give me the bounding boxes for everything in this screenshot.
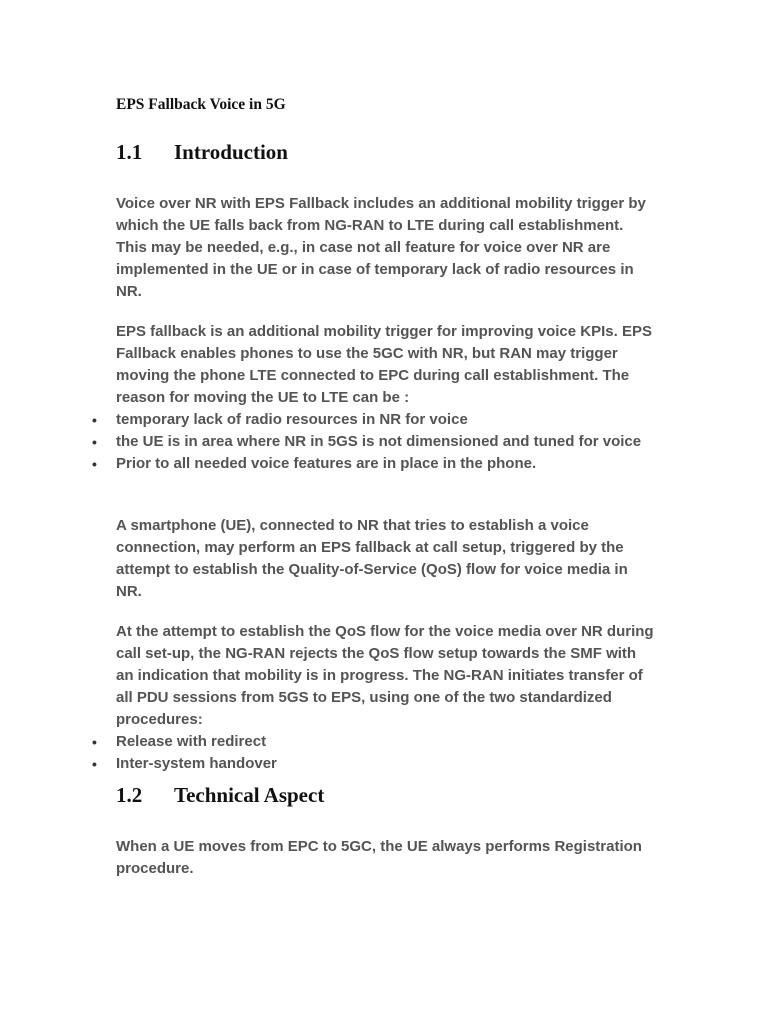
bullet-icon: • xyxy=(92,734,97,750)
paragraph-intro-3: A smartphone (UE), connected to NR that tries to establish a voice connection, may perform an EPS fallback at call setup, triggered by the attempt to establish the Quality-of-Service (QoS) flow for voice media in NR. xyxy=(116,517,628,600)
reasons-list xyxy=(0,409,768,475)
section-title: Introduction xyxy=(174,140,288,164)
section-heading-introduction xyxy=(116,140,288,165)
list-item-text: temporary lack of radio resources in NR for voice xyxy=(116,411,468,428)
bullet-icon: • xyxy=(92,412,97,428)
section-title: Technical Aspect xyxy=(174,783,325,807)
bullet-icon: • xyxy=(92,456,97,472)
list-item-text: the UE is in area where NR in 5GS is not dimensioned and tuned for voice xyxy=(116,433,642,450)
bullet-icon: • xyxy=(92,756,97,772)
section-heading-technical-aspect xyxy=(116,783,324,808)
paragraph-technical-1: When a UE moves from EPC to 5GC, the UE always performs Registration procedure. xyxy=(116,838,642,877)
list-item xyxy=(0,409,656,431)
list-item xyxy=(0,431,656,453)
paragraph-intro-1: Voice over NR with EPS Fallback includes an additional mobility trigger by which the UE falls back from NG-RAN to LTE during call establishment. This may be needed, e.g., in case not all feature for voice over NR are implemented in the UE or in case of temporary lack of radio resources in NR. xyxy=(116,195,646,300)
list-item-text: Prior to all needed voice features are in place in the phone. xyxy=(116,455,537,472)
paragraph-intro-4: At the attempt to establish the QoS flow for the voice media over NR during call set-up, the NG-RAN rejects the QoS flow setup towards the SMF with an indication that mobility is in progress. The NG-RAN initiates transfer of all PDU sessions from 5GS to EPS, using one of the two standardized procedures: xyxy=(116,623,654,728)
section-number: 1.2 xyxy=(116,783,143,807)
list-item xyxy=(0,753,656,775)
section-number: 1.1 xyxy=(116,140,143,164)
document-title: EPS Fallback Voice in 5G xyxy=(116,96,286,113)
list-item xyxy=(0,731,656,753)
list-item xyxy=(0,453,656,475)
procedures-list xyxy=(0,731,768,775)
list-item-text: Release with redirect xyxy=(116,733,267,750)
list-item-text: Inter-system handover xyxy=(116,755,277,772)
bullet-icon: • xyxy=(92,434,97,450)
paragraph-intro-2: EPS fallback is an additional mobility trigger for improving voice KPIs. EPS Fallback enables phones to use the 5GC with NR, but RAN may trigger moving the phone LTE connected to EPC during call establishment. The reason for moving the UE to LTE can be : xyxy=(116,323,652,406)
